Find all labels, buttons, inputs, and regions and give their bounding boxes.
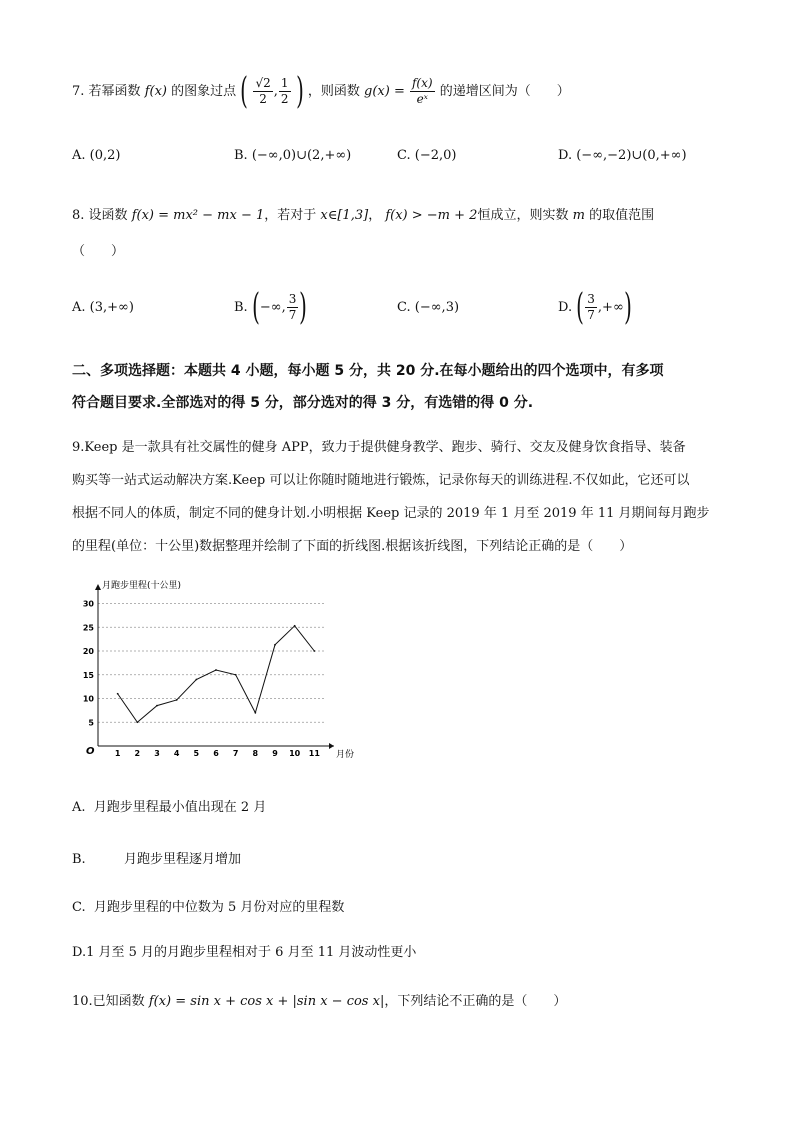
chart-data-point	[176, 699, 178, 701]
chart-x-tick-label: 5	[193, 749, 200, 758]
chart-x-axis-label: 月份	[336, 750, 355, 760]
chart-x-tick-label: 1	[114, 749, 121, 758]
chart-x-tick-label: 7	[232, 749, 239, 758]
chart-grid	[98, 604, 326, 723]
q8-b-fraction: $\frac{3}{7}$	[288, 292, 297, 322]
chart-x-tick-label: 8	[252, 749, 259, 758]
chart-y-tick-label: 30	[82, 599, 94, 609]
chart-y-axis-label: 月跑步里程(十公里)	[102, 581, 182, 591]
chart-data-point	[313, 650, 315, 652]
chart-y-tick-label: 10	[82, 694, 94, 704]
chart-origin-label: O	[86, 746, 95, 757]
q7-prefix: 7. 若幂函数	[72, 84, 141, 99]
q7-stem: 7. 若幂函数 f(x) 的图象过点 ( $\frac{√2}{2}$ , $\frac{1}{2}$ ) ，则函数 g(x) = $\frac{f(x)}{\text{eˣ}}$ 的递增区间为（ ）	[72, 70, 570, 112]
chart-axes	[95, 584, 334, 749]
q9-option-c[interactable]: C. 月跑步里程的中位数为 5 月份对应的里程数	[72, 900, 345, 915]
chart-x-axis-arrow	[329, 743, 334, 749]
chart-x-tick-label: 3	[154, 749, 160, 758]
chart-x-tick-label: 11	[308, 749, 320, 758]
chart-series-line	[118, 626, 315, 722]
q7-option-c[interactable]: C. (−2,0)	[397, 148, 457, 163]
chart-y-axis-arrow	[95, 584, 101, 590]
chart-y-tick-label: 20	[82, 647, 94, 656]
q7-option-a[interactable]: A. (0,2)	[72, 148, 121, 163]
q8-answer-paren: （ ）	[72, 244, 125, 259]
monthly-running-chart	[72, 576, 372, 766]
chart-data-point	[215, 669, 217, 671]
chart-y-tick-label: 5	[88, 718, 94, 728]
chart-x-tick-label: 2	[134, 749, 141, 758]
q8-inequality: f(x) > −m + 2	[385, 208, 478, 223]
chart-x-tick-label: 4	[173, 749, 180, 758]
section2-line2: 符合题目要求.全部选对的得 5 分，部分选对的得 3 分，有选错的得 0 分.	[72, 395, 534, 411]
q7-text-then: ，则函数	[307, 84, 360, 99]
q8-option-c[interactable]: C. (−∞,3)	[397, 300, 460, 315]
chart-x-tick-label: 9	[272, 749, 278, 758]
q8-function: f(x) = mx² − mx − 1	[131, 208, 265, 223]
q7-option-b[interactable]: B. (−∞,0)∪(2,+∞)	[234, 148, 352, 163]
chart-y-tick-label: 25	[82, 623, 94, 633]
chart-data-point	[117, 693, 119, 695]
q7-point-y: $\frac{1}{2}$	[280, 76, 289, 106]
chart-data-point	[274, 644, 276, 646]
q7-text-end: 的递增区间为（ ）	[439, 84, 570, 99]
q8-stem: 8. 设函数 f(x) = mx² − mx − 1，若对于 x∈[1,3]， f(x) > −m + 2恒成立，则实数 m 的取值范围	[72, 208, 655, 223]
chart-data-point	[294, 625, 296, 627]
chart-data-point	[195, 679, 197, 681]
q7-point-x: $\frac{√2}{2}$	[255, 76, 271, 106]
q8-variable: m	[572, 208, 585, 223]
chart-ticks	[83, 600, 320, 759]
q9-option-d[interactable]: D.1 月至 5 月的月跑步里程相对于 6 月至 11 月波动性更小	[72, 945, 417, 960]
chart-y-tick-label: 15	[82, 670, 94, 680]
chart-data-point	[136, 721, 138, 723]
q7-g-def: g(x) =	[364, 84, 405, 99]
q9-line-4: 的里程(单位：十公里)数据整理并绘制了下面的折线图.根据该折线图，下列结论正确的是（ ）	[72, 539, 633, 554]
q7-option-d[interactable]: D. (−∞,−2)∪(0,+∞)	[558, 148, 687, 163]
chart-x-tick-label: 10	[289, 749, 301, 758]
q9-line-3: 根据不同人的体质，制定不同的健身计划.小明根据 Keep 记录的 2019 年 1 月至 2019 年 11 月期间每月跑步	[72, 506, 710, 521]
q8-option-d[interactable]: D. ( $\frac{3}{7}$ ,+∞)	[558, 286, 632, 328]
chart-data-point	[254, 712, 256, 714]
q9-option-a[interactable]: A. 月跑步里程最小值出现在 2 月	[72, 800, 267, 815]
chart-data-point	[235, 674, 237, 676]
q8-domain: x∈[1,3]	[320, 208, 369, 223]
q8-option-b[interactable]: B. (−∞, $\frac{3}{7}$ )	[234, 286, 308, 328]
section2-line1: 二、多项选择题：本题共 4 小题，每小题 5 分，共 20 分.在每小题给出的四个选项中，有多项	[72, 363, 664, 379]
chart-series	[117, 625, 315, 723]
q10-stem: 10.已知函数 f(x) = sin x + cos x + |sin x − cos x|，下列结论不正确的是（ ）	[72, 994, 567, 1009]
q8-d-fraction: $\frac{3}{7}$	[587, 292, 595, 322]
q9-line-1: 9.Keep 是一款具有社交属性的健身 APP，致力于提供健身教学、跑步、骑行、交友及健身饮食指导、装备	[72, 440, 686, 455]
chart-data-point	[156, 705, 158, 707]
q9-line-2: 购买等一站式运动解决方案.Keep 可以让你随时随地进行锻炼，记录你每天的训练进程.不仅如此，它还可以	[72, 473, 690, 488]
q8-option-a[interactable]: A. (3,+∞)	[72, 300, 134, 315]
q9-option-b[interactable]: B. 月跑步里程逐月增加	[72, 852, 241, 867]
chart-x-tick-label: 6	[213, 749, 219, 758]
q7-text-mid: 的图象过点	[171, 84, 237, 99]
q7-g-fraction: $\frac{f(x)}{\text{eˣ}}$	[411, 76, 433, 106]
q10-function: f(x) = sin x + cos x + |sin x − cos x|	[148, 994, 385, 1009]
q7-f-of-x: f(x)	[144, 84, 167, 99]
